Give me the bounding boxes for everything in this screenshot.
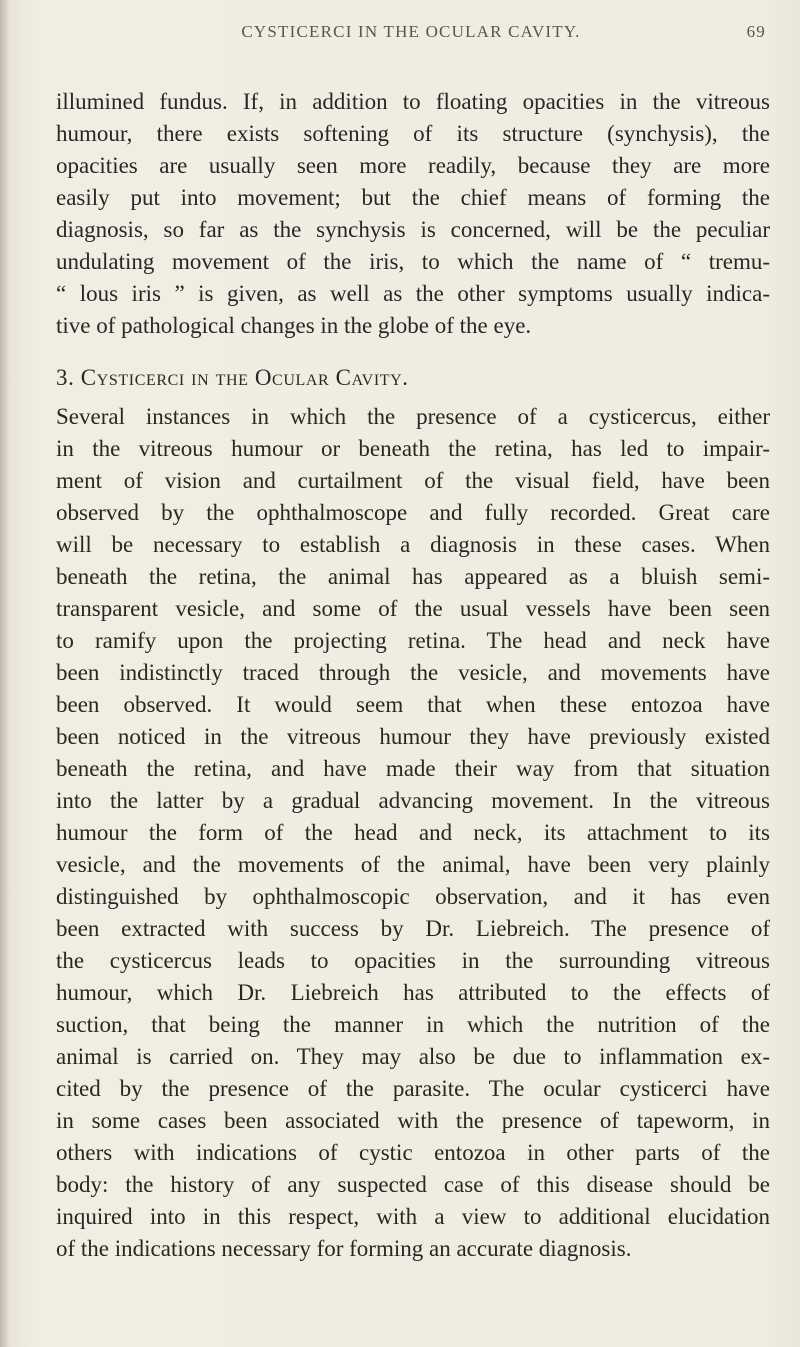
running-head [56,20,766,50]
text-block [56,86,770,1265]
text-line: been noticed in the vitreous humour they have previously existed [56,724,770,749]
text-line: illumined fundus. If, in addition to floating opacities in the vitreous [56,89,770,114]
text-line: been observed. It would seem that when these entozoa have [56,692,770,717]
text-line: humour, which Dr. Liebreich has attributed to the effects of [56,980,770,1005]
text-line: ment of vision and curtailment of the visual field, have been [56,468,770,493]
text-line: in some cases been associated with the presence of tapeworm, in [56,1108,770,1133]
text-line: vesicle, and the movements of the animal, have been very plainly [56,852,770,877]
text-line: body: the history of any suspected case of this disease should be [56,1172,770,1197]
text-line: will be necessary to establish a diagnosis in these cases. When [56,532,770,557]
text-line: others with indications of cystic entozoa in other parts of the [56,1140,770,1165]
text-line: to ramify upon the projecting retina. The head and neck have [56,628,770,653]
running-title: CYSTICERCI IN THE OCULAR CAVITY. [241,22,581,41]
text-line: animal is carried on. They may also be due to inflammation ex- [56,1044,770,1069]
text-line: Several instances in which the presence of a cysticercus, either [56,404,770,429]
section-gap [56,342,770,356]
text-line: inquired into in this respect, with a view to additional elucidation [56,1204,770,1229]
text-line: diagnosis, so far as the synchysis is concerned, will be the peculiar [56,217,770,242]
section-heading: 3. Cysticerci in the Ocular Cavity. [56,365,409,390]
continued-paragraph [56,86,770,342]
text-line: in the vitreous humour or beneath the retina, has led to impair- [56,436,770,461]
spine-shadow [0,0,10,1347]
text-line: into the latter by a gradual advancing movement. In the vitreous [56,788,770,813]
text-line: beneath the retina, and have made their way from that situation [56,756,770,781]
text-line: of the indications necessary for forming an accurate diagnosis. [56,1236,632,1261]
text-line: observed by the ophthalmoscope and fully recorded. Great care [56,500,770,525]
text-line: cited by the presence of the parasite. The ocular cysticerci have [56,1076,770,1101]
text-line: been indistinctly traced through the vesicle, and movements have [56,660,770,685]
text-line: humour, there exists softening of its structure (synchysis), the [56,121,770,146]
text-line: beneath the retina, the animal has appeared as a bluish semi- [56,564,770,589]
page-number: 69 [746,22,766,41]
text-line: opacities are usually seen more readily, because they are more [56,153,770,178]
text-line: undulating movement of the iris, to which the name of “ tremu- [56,249,770,274]
text-line: humour the form of the head and neck, its attachment to its [56,820,770,845]
text-line: distinguished by ophthalmoscopic observation, and it has even [56,884,770,909]
text-line: “ lous iris ” is given, as well as the other symptoms usually indica- [56,281,770,306]
text-line: tive of pathological changes in the globe of the eye. [56,313,532,338]
text-line: the cysticercus leads to opacities in the surrounding vitreous [56,948,770,973]
text-line: easily put into movement; but the chief means of forming the [56,185,770,210]
text-line: transparent vesicle, and some of the usual vessels have been seen [56,596,770,621]
section-paragraph [56,401,770,1265]
text-line: suction, that being the manner in which the nutrition of the [56,1012,770,1037]
text-line: been extracted with success by Dr. Liebreich. The presence of [56,916,770,941]
